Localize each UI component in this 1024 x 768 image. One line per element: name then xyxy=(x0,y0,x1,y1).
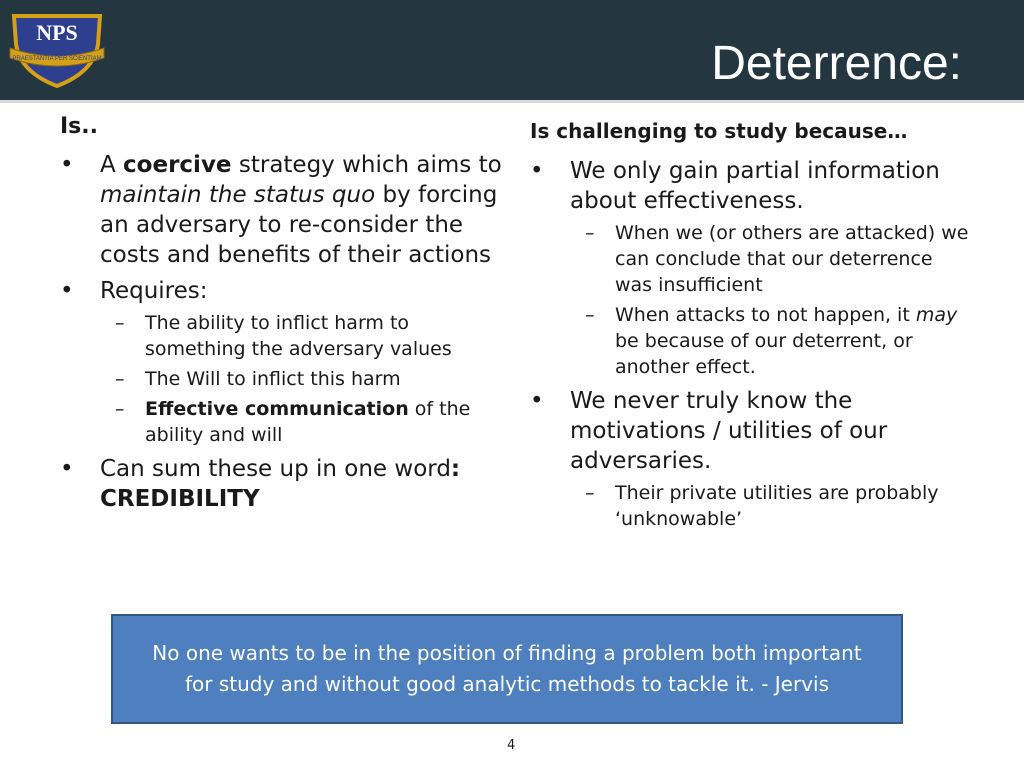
slide-title: Deterrence: xyxy=(711,37,962,90)
sub-bullet-list xyxy=(570,220,970,380)
text-segment: Can sum these up in one word xyxy=(100,456,451,482)
text-segment: When attacks to not happen, it xyxy=(615,304,916,326)
logo-motto: PRAESTANTIA PER SCIENTIAM xyxy=(12,56,102,62)
logo-text: NPS xyxy=(36,20,78,45)
bullet-text: Requires: xyxy=(100,278,208,304)
bullet-item xyxy=(530,386,970,532)
text-segment: maintain the status quo xyxy=(100,182,376,208)
dash-marker: – xyxy=(115,312,125,334)
bullet-text: We never truly know the motivations / utilities of our adversaries. xyxy=(570,388,888,474)
sub-bullet-item xyxy=(570,302,970,380)
dash-marker: – xyxy=(115,398,125,420)
text-segment: by forcing an adversary to re-consider the costs and benefits of their actions xyxy=(100,182,498,268)
sub-bullet-list xyxy=(100,310,510,448)
dash-marker: – xyxy=(585,304,595,326)
left-column xyxy=(60,112,510,520)
bullet-item xyxy=(530,156,970,380)
text-segment: strategy which aims to xyxy=(231,152,502,178)
left-heading: Is.. xyxy=(60,114,98,139)
header-divider xyxy=(0,100,1024,103)
sub-bullet-item xyxy=(100,310,510,362)
bullet-item xyxy=(60,454,510,514)
sub-bullet-item xyxy=(570,220,970,298)
bullet-item xyxy=(60,150,510,270)
text-segment: Effective communication xyxy=(145,398,409,420)
nps-logo xyxy=(8,6,106,90)
right-heading: Is challenging to study because… xyxy=(530,119,908,143)
sub-bullet-list xyxy=(570,480,970,532)
text-segment: A xyxy=(100,152,124,178)
left-bullet-list xyxy=(60,150,510,514)
text-segment: When we (or others are attacked) we can conclude that our deterrence was insufficient xyxy=(615,222,969,296)
text-segment: coercive xyxy=(123,152,232,178)
slide-header xyxy=(0,0,1024,100)
text-segment: The Will to inflict this harm xyxy=(145,368,401,390)
text-segment: of the ability and will xyxy=(145,398,471,446)
dash-marker: – xyxy=(585,222,595,244)
sub-bullet-item xyxy=(100,366,510,392)
right-column xyxy=(530,112,970,538)
text-segment: The ability to inflict harm to something the adversary values xyxy=(145,312,452,360)
bullet-text: We only gain partial information about effectiveness. xyxy=(570,158,940,214)
text-segment: may xyxy=(915,304,958,326)
text-segment: be because of our deterrent, or another effect. xyxy=(615,330,913,378)
quote-box xyxy=(111,614,903,724)
dash-marker: – xyxy=(585,482,595,504)
text-segment: : CREDIBILITY xyxy=(100,456,461,512)
quote-text: No one wants to be in the position of finding a problem both important for study and without good analytic methods to tackle it. - Jervis xyxy=(152,641,862,696)
right-bullet-list xyxy=(530,156,970,532)
sub-bullet-item xyxy=(100,396,510,448)
dash-marker: – xyxy=(115,368,125,390)
text-segment: Their private utilities are probably ‘unknowable’ xyxy=(615,482,939,530)
page-number: 4 xyxy=(507,738,516,753)
sub-bullet-item xyxy=(570,480,970,532)
bullet-item xyxy=(60,276,510,448)
